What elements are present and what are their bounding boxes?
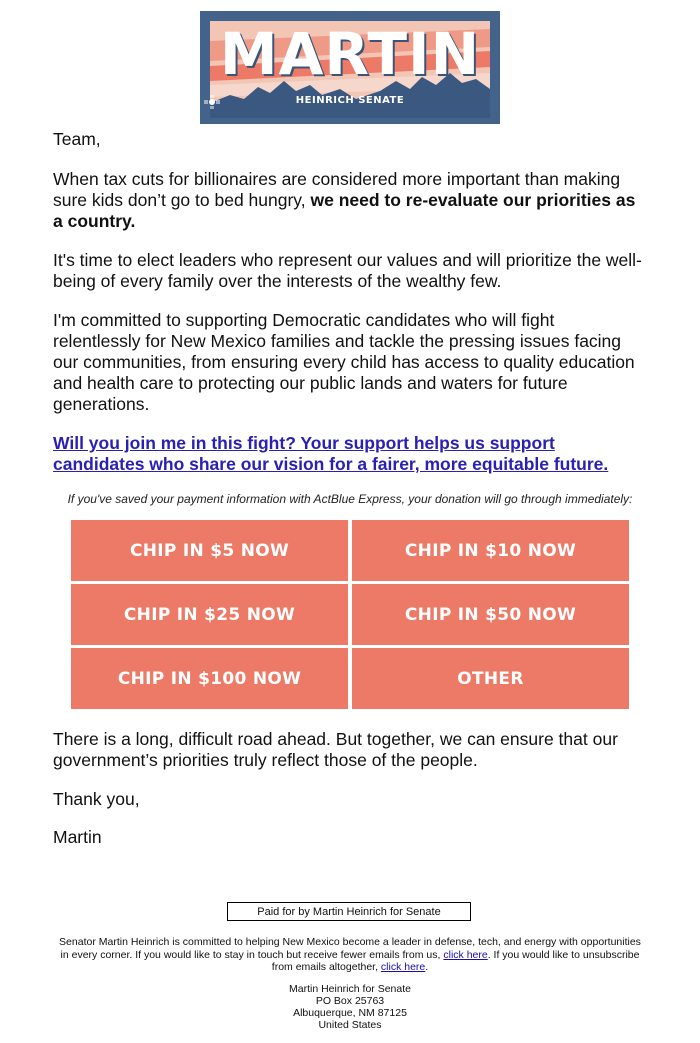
footer-disclaimer	[56, 936, 644, 974]
paragraph-1-text: When tax cuts for billionaires are considered more important than making sure kids don’t go to bed hungry,	[53, 169, 621, 210]
logo-subtitle	[200, 95, 500, 106]
address-line: Martin Heinrich for Senate	[289, 983, 411, 995]
closing: Thank you,	[53, 789, 140, 809]
paragraph-3: I'm committed to supporting Democratic candidates who will fight relentlessly for New Mexico families and tackle the pressing issues facing our communities, from ensuring every child has access to quality education and health care to protecting our public lands and waters for future generations.	[53, 310, 635, 414]
logo-subtitle-left: HEINRICH	[295, 95, 355, 106]
paid-for-disclaimer: Paid for by Martin Heinrich for Senate	[227, 902, 471, 921]
chip-in-5-button[interactable]: CHIP IN $5 NOW	[71, 520, 348, 581]
actblue-note: If you've saved your payment information with ActBlue Express, your donation will go through immediately:	[67, 492, 633, 506]
address-line: Albuquerque, NM 87125	[293, 1007, 407, 1019]
unsubscribe-link[interactable]: click here	[380, 961, 426, 973]
logo-subtitle-right: SENATE	[358, 95, 405, 106]
logo-title: MARTIN	[219, 20, 481, 88]
paragraph-1-emphasis: we need to re-evaluate our priorities as a country.	[53, 190, 636, 231]
cta-link[interactable]: Will you join me in this fight? Your support helps us support candidates who share our vision for a fairer, more equitable future.	[53, 433, 609, 474]
paragraph-4: There is a long, difficult road ahead. But together, we can ensure that our government’s priorities truly reflect those of the people.	[53, 729, 618, 770]
mailing-address	[0, 983, 700, 1031]
address-line: United States	[318, 1019, 382, 1031]
campaign-logo	[200, 11, 500, 124]
zia-sun-icon	[204, 95, 220, 109]
paragraph-2: It's time to elect leaders who represent our values and will prioritize the well-being of every family over the interests of the wealthy few.	[53, 250, 642, 291]
address-line: PO Box 25763	[315, 995, 385, 1007]
fewer-emails-link[interactable]: click here	[443, 948, 488, 961]
paragraph-1	[53, 169, 643, 232]
signature: Martin	[53, 827, 102, 847]
disclaimer-text-3: .	[425, 961, 429, 973]
other-amount-button[interactable]: OTHER	[352, 648, 629, 709]
disclaimer-text-2: . If you would like to unsubscribe from emails altogether,	[271, 948, 640, 973]
chip-in-50-button[interactable]: CHIP IN $50 NOW	[352, 584, 629, 645]
greeting: Team,	[53, 129, 101, 149]
chip-in-10-button[interactable]: CHIP IN $10 NOW	[352, 520, 629, 581]
disclaimer-text-1: Senator Martin Heinrich is committed to helping New Mexico become a leader in defense, tech, and energy with opportunities in every corner. If you would like to stay in touch but receive fewer emails from us,	[59, 936, 641, 961]
chip-in-100-button[interactable]: CHIP IN $100 NOW	[71, 648, 348, 709]
cta-paragraph	[53, 433, 643, 475]
chip-in-25-button[interactable]: CHIP IN $25 NOW	[71, 584, 348, 645]
